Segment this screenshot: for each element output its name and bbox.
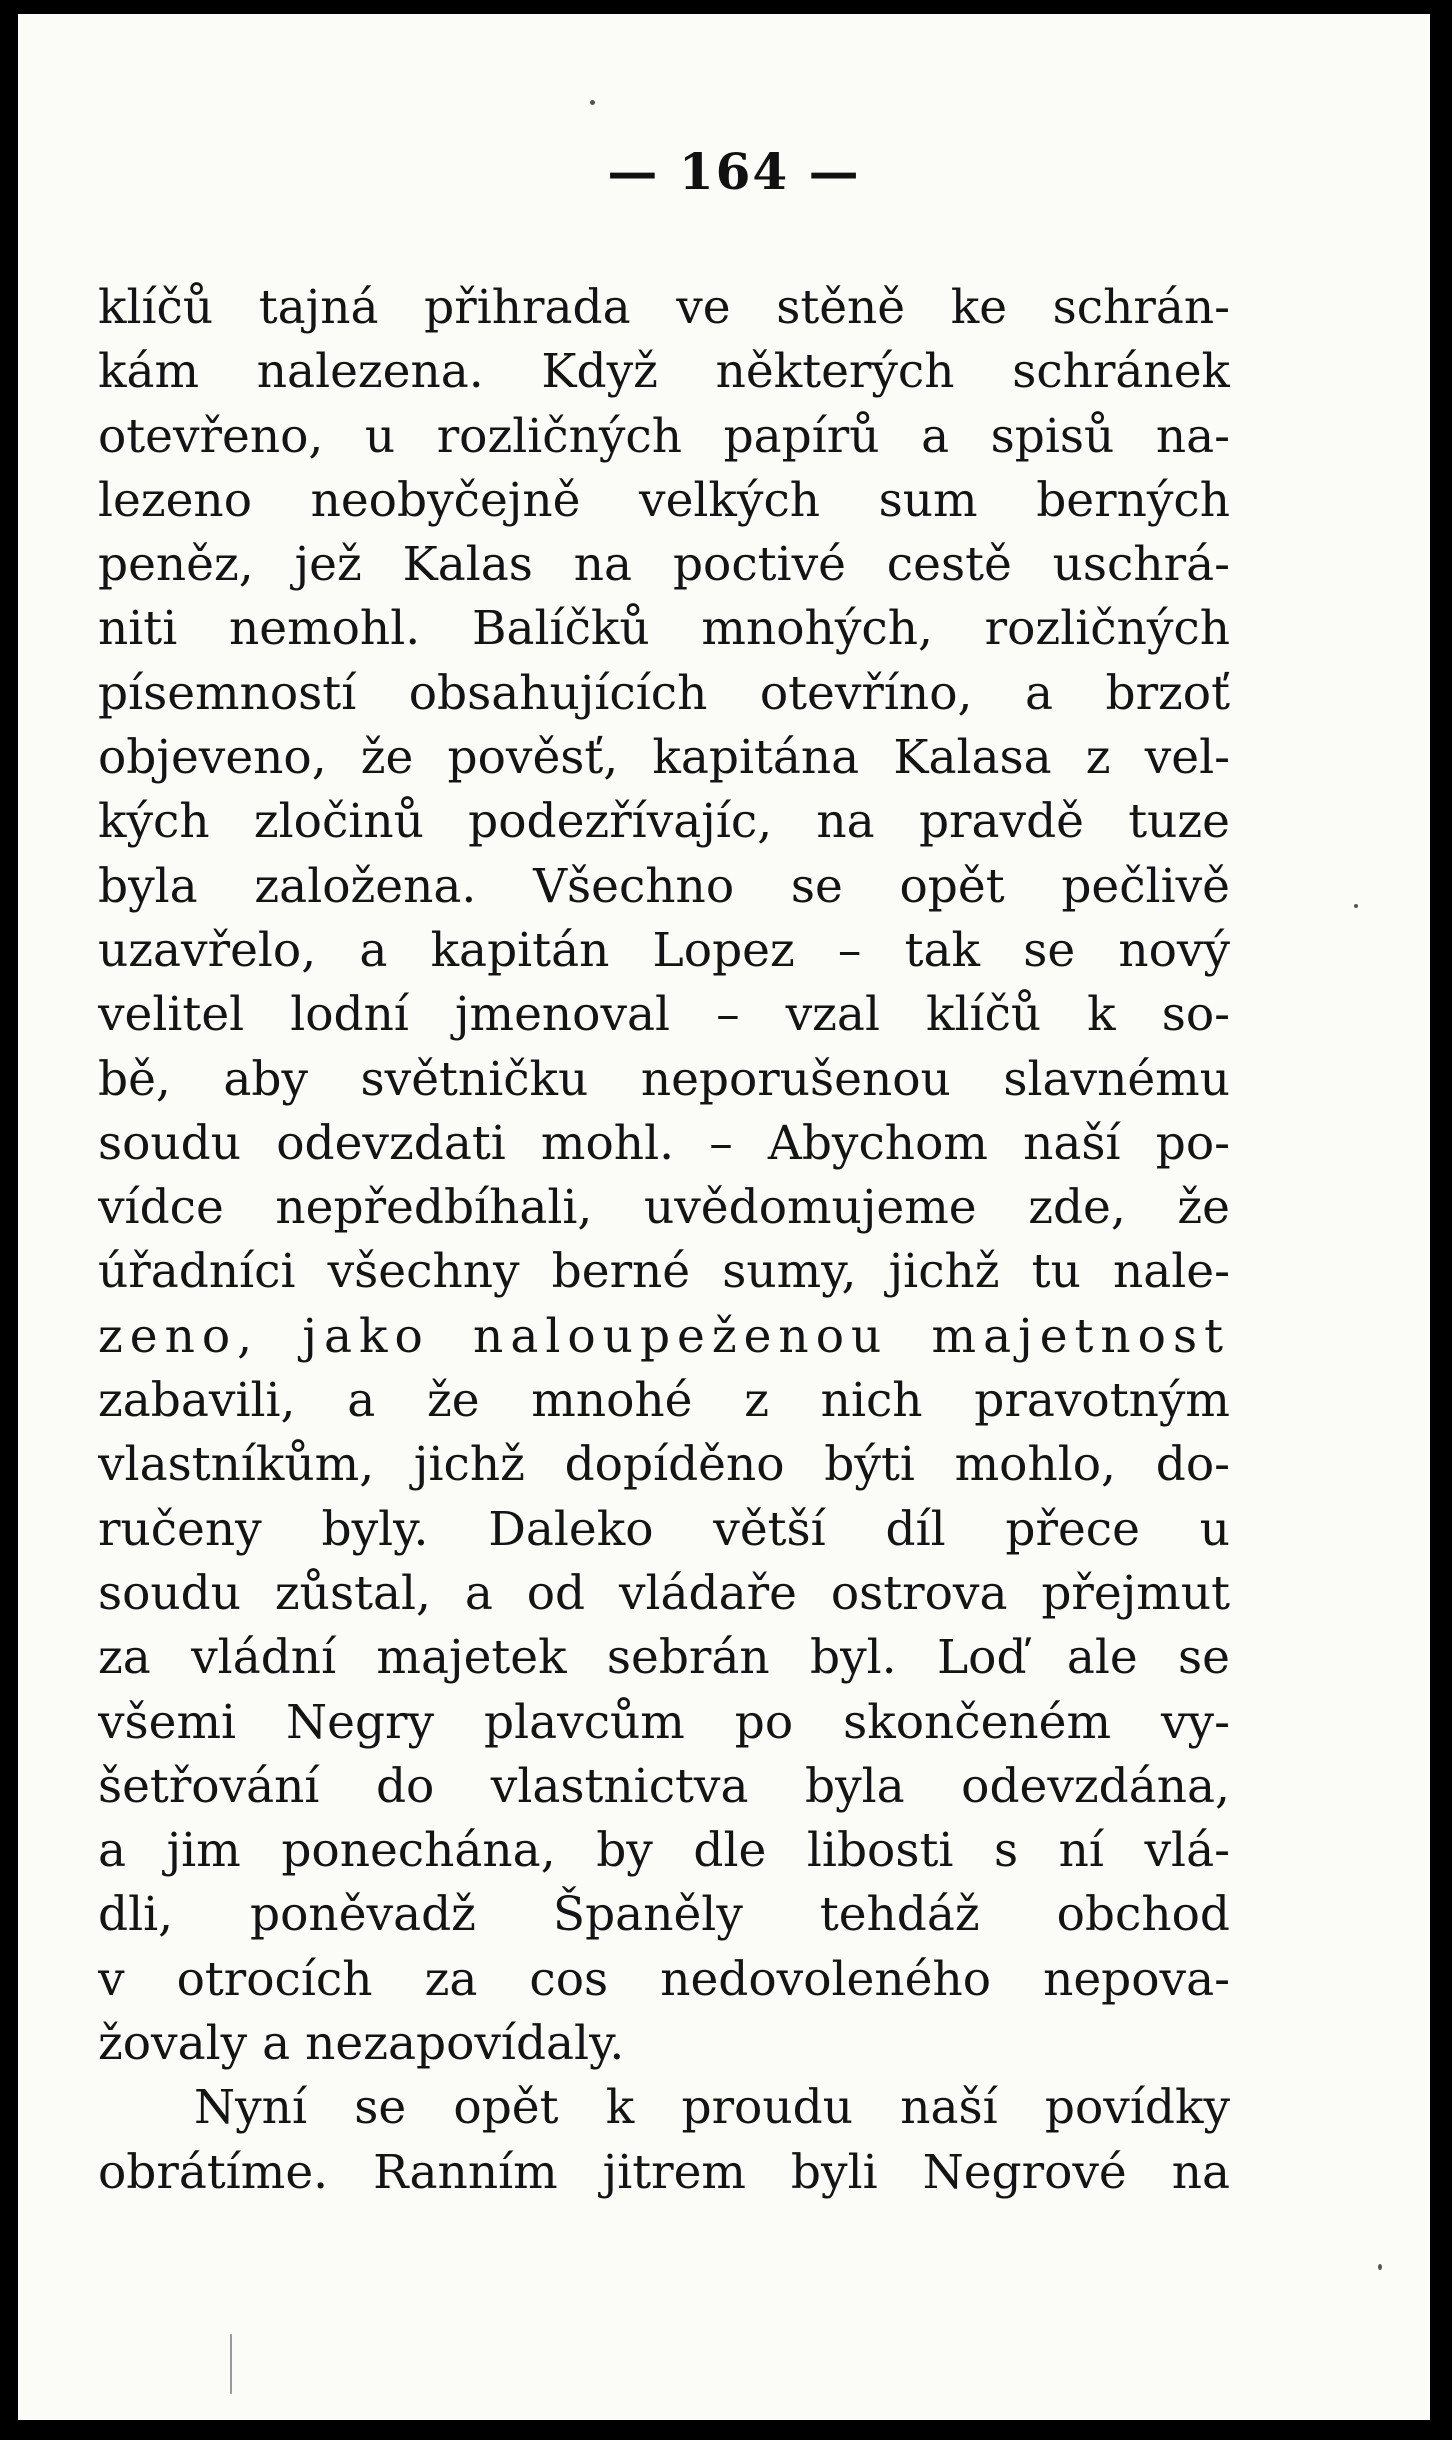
text-line: a jim ponechána, by dle libosti s ní vlá- (98, 1823, 1230, 1879)
text-line: za vládní majetek sebrán byl. Loď ale se (98, 1630, 1230, 1686)
text-line: velitel lodní jmenoval – vzal klíčů k so- (98, 987, 1230, 1043)
paper-speck (590, 100, 595, 105)
text-line: niti nemohl. Balíčků mnohých, rozličných (98, 601, 1230, 657)
text-line: ručeny byly. Daleko větší díl přece u (98, 1501, 1230, 1557)
paper-speck (1354, 904, 1358, 908)
text-line: uzavřelo, a kapitán Lopez – tak se nový (98, 922, 1230, 978)
body-text (98, 276, 1230, 2205)
text-line: úřadníci všechny berné sumy, jichž tu nale- (98, 1244, 1230, 1300)
text-line: soudu zůstal, a od vládaře ostrova přejmut (98, 1565, 1230, 1621)
text-line: vídce nepředbíhali, uvědomujeme zde, že (98, 1180, 1230, 1236)
text-line: všemi Negry plavcům po skončeném vy- (98, 1694, 1230, 1750)
text-line: kám nalezena. Když některých schránek (98, 344, 1230, 400)
text-line: vlastníkům, jichž dopíděno býti mohlo, do- (98, 1437, 1230, 1493)
text-line: bě, aby světničku neporušenou slavnému (98, 1051, 1230, 1107)
text-line: obrátíme. Ranním jitrem byli Negrové na (98, 2144, 1230, 2200)
text-line: peněz, jež Kalas na poctivé cestě uschrá- (98, 537, 1230, 593)
text-line: zeno, jako naloupeženou majetnost (98, 1308, 1230, 1364)
text-line: klíčů tajná přihrada ve stěně ke schrán- (98, 280, 1230, 335)
text-line: dli, poněvadž Španěly tehdáž obchod (98, 1887, 1230, 1943)
text-line: kých zločinů podezřívajíc, na pravdě tuze (98, 794, 1230, 850)
text-line: byla založena. Všechno se opět pečlivě (98, 858, 1230, 914)
text-line-paragraph-start: Nyní se opět k proudu naší povídky (194, 2080, 1230, 2136)
text-line: soudu odevzdati mohl. – Abychom naší po- (98, 1115, 1230, 1171)
paper-speck (1378, 2264, 1382, 2270)
book-page (18, 14, 1430, 2420)
text-line: otevřeno, u rozličných papírů a spisů na- (98, 408, 1230, 464)
paper-speck (230, 2334, 232, 2394)
text-line: objeveno, že pověsť, kapitána Kalasa z vel- (98, 730, 1230, 786)
text-line: zabavili, a že mnohé z nich pravotným (98, 1373, 1230, 1429)
text-line: lezeno neobyčejně velkých sum berných (98, 472, 1230, 528)
text-line: v otrocích za cos nedovoleného nepova- (98, 1951, 1230, 2007)
text-line: šetřování do vlastnictva byla odevzdána, (98, 1758, 1230, 1814)
text-line: písemností obsahujících otevříno, a brzoť (98, 665, 1230, 721)
page-number: — 164 — (607, 142, 861, 201)
text-line: žovaly a nezapovídaly. (98, 2016, 625, 2072)
